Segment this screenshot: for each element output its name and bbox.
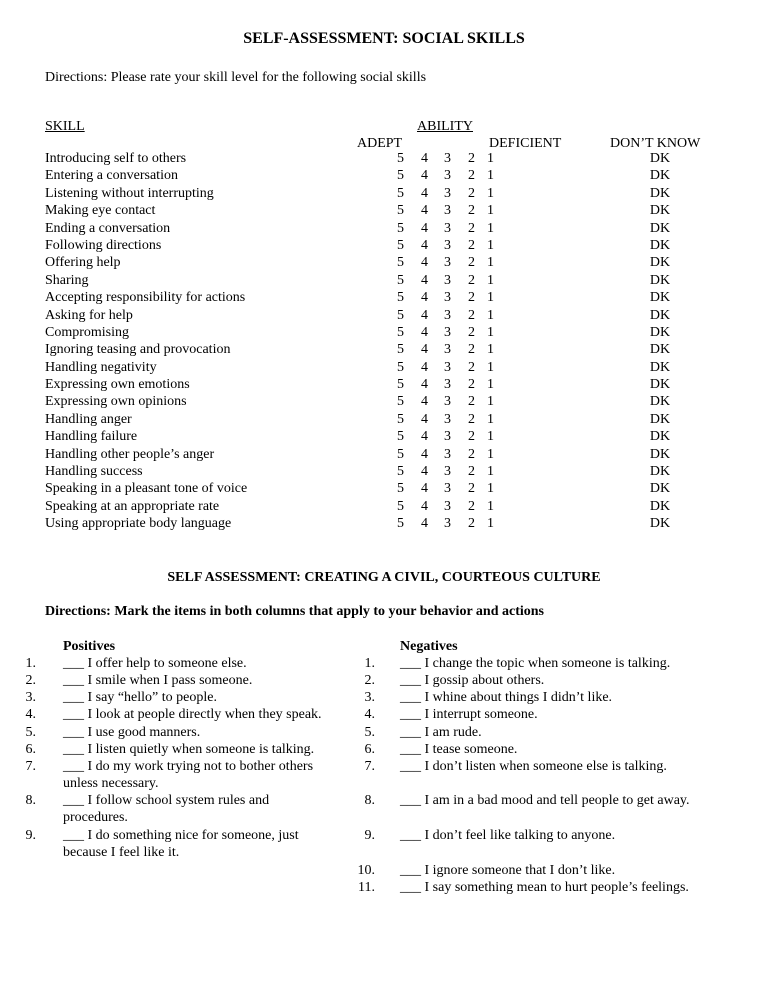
positive-item-text[interactable]: ___ I smile when I pass someone. <box>63 673 253 688</box>
skill-row-label: Following directions <box>45 237 162 253</box>
positive-item-text-continued: because I feel like it. <box>63 845 180 861</box>
rating-5-column <box>390 150 404 533</box>
positive-item-text[interactable]: ___ I offer help to someone else. <box>63 656 247 671</box>
rating-option-1[interactable]: 1 <box>487 237 494 253</box>
rating-option-dk[interactable]: DK <box>649 411 671 427</box>
skill-row-label: Speaking at an appropriate rate <box>45 498 220 514</box>
rating-option-4[interactable]: 4 <box>421 151 428 166</box>
rating-option-dk[interactable]: DK <box>649 394 671 410</box>
rating-option-5[interactable]: 5 <box>397 377 404 393</box>
rating-option-4[interactable]: 4 <box>421 464 428 480</box>
rating-option-3[interactable]: 3 <box>444 342 451 358</box>
rating-option-1[interactable]: 1 <box>487 359 494 375</box>
positive-item-number: 7. <box>25 759 36 774</box>
rating-option-4[interactable]: 4 <box>421 307 428 323</box>
rating-option-4[interactable]: 4 <box>421 324 428 340</box>
rating-option-dk[interactable]: DK <box>649 516 671 532</box>
rating-option-4[interactable]: 4 <box>421 377 428 393</box>
negative-item-text[interactable]: ___ I don’t feel like talking to anyone. <box>400 828 616 843</box>
skill-row-label: Speaking in a pleasant tone of voice <box>45 481 248 497</box>
rating-option-2[interactable]: 2 <box>468 394 475 410</box>
negative-item-number: 6. <box>364 742 375 757</box>
rating-option-4[interactable]: 4 <box>421 255 428 271</box>
rating-option-4[interactable]: 4 <box>421 237 428 253</box>
rating-option-dk[interactable]: DK <box>649 446 671 462</box>
negative-item-number: 5. <box>364 725 375 740</box>
rating-option-dk[interactable]: DK <box>649 272 671 288</box>
rating-option-2[interactable]: 2 <box>468 203 475 219</box>
rating-4-column <box>414 150 428 533</box>
skill-row-label: Ending a conversation <box>45 220 171 236</box>
rating-option-2[interactable]: 2 <box>468 446 475 462</box>
rating-option-1[interactable]: 1 <box>487 516 494 532</box>
rating-option-4[interactable]: 4 <box>421 411 428 427</box>
negative-item-number: 4. <box>364 707 375 722</box>
skill-row-label: Handling other people’s anger <box>45 446 215 462</box>
positives-header: Positives <box>63 639 116 654</box>
rating-option-5[interactable]: 5 <box>397 498 404 514</box>
rating-option-3[interactable]: 3 <box>444 516 451 532</box>
rating-option-4[interactable]: 4 <box>421 359 428 375</box>
rating-option-1[interactable]: 1 <box>487 464 494 480</box>
rating-option-4[interactable]: 4 <box>421 290 428 306</box>
rating-3-column <box>437 150 451 533</box>
rating-option-dk[interactable]: DK <box>649 377 671 393</box>
rating-option-5[interactable]: 5 <box>397 464 404 480</box>
rating-option-1[interactable]: 1 <box>487 342 494 358</box>
skill-row-label: Ignoring teasing and provocation <box>45 342 231 358</box>
rating-option-5[interactable]: 5 <box>397 272 404 288</box>
negatives-header: Negatives <box>400 639 458 654</box>
rating-option-5[interactable]: 5 <box>397 516 404 532</box>
directions-text: Directions: Please rate your skill level for the following social skills <box>45 70 427 85</box>
skill-row-label: Handling negativity <box>45 359 157 375</box>
rating-option-5[interactable]: 5 <box>397 203 404 219</box>
rating-option-3[interactable]: 3 <box>444 168 451 184</box>
rating-option-2[interactable]: 2 <box>468 307 475 323</box>
rating-option-1[interactable]: 1 <box>487 307 494 323</box>
positive-item-text[interactable]: ___ I use good manners. <box>63 725 201 740</box>
rating-option-2[interactable]: 2 <box>468 185 475 201</box>
rating-option-5[interactable]: 5 <box>397 255 404 271</box>
rating-option-5[interactable]: 5 <box>397 446 404 462</box>
rating-option-2[interactable]: 2 <box>468 481 475 497</box>
rating-option-dk[interactable]: DK <box>649 464 671 480</box>
page-title: SELF-ASSESSMENT: SOCIAL SKILLS <box>243 30 525 47</box>
rating-option-4[interactable]: 4 <box>421 446 428 462</box>
negative-item-text[interactable]: ___ I am rude. <box>400 725 482 740</box>
negative-item-text[interactable]: ___ I ignore someone that I don’t like. <box>400 863 616 878</box>
positive-item-number: 3. <box>25 690 36 705</box>
rating-option-1[interactable]: 1 <box>487 290 494 306</box>
skill-row-label: Introducing self to others <box>45 151 187 166</box>
rating-option-dk[interactable]: DK <box>649 324 671 340</box>
rating-option-3[interactable]: 3 <box>444 237 451 253</box>
rating-option-1[interactable]: 1 <box>487 185 494 201</box>
rating-option-5[interactable]: 5 <box>397 394 404 410</box>
rating-option-3[interactable]: 3 <box>444 429 451 445</box>
positive-item-text[interactable]: ___ I say “hello” to people. <box>63 690 217 705</box>
skill-row-label: Handling anger <box>45 411 132 427</box>
rating-option-dk[interactable]: DK <box>649 307 671 323</box>
positive-item-text[interactable]: ___ I do something nice for someone, just <box>63 828 299 843</box>
rating-option-3[interactable]: 3 <box>444 377 451 393</box>
rating-option-1[interactable]: 1 <box>487 255 494 271</box>
rating-option-1[interactable]: 1 <box>487 203 494 219</box>
rating-option-1[interactable]: 1 <box>487 411 494 427</box>
rating-option-3[interactable]: 3 <box>444 307 451 323</box>
rating-option-dk[interactable]: DK <box>649 185 671 201</box>
skill-row-label: Using appropriate body language <box>45 516 232 532</box>
negative-item-text[interactable]: ___ I don’t listen when someone else is talking. <box>400 759 667 774</box>
negative-item-number: 1. <box>364 656 375 671</box>
skill-row-label: Sharing <box>45 272 89 288</box>
skill-row-label: Compromising <box>45 324 130 340</box>
negative-item-text[interactable]: ___ I am in a bad mood and tell people to get away. <box>400 793 690 808</box>
rating-option-2[interactable]: 2 <box>468 220 475 236</box>
rating-option-dk[interactable]: DK <box>649 220 671 236</box>
positive-item-number: 4. <box>25 707 36 722</box>
rating-option-3[interactable]: 3 <box>444 151 451 166</box>
rating-1-column <box>487 150 501 533</box>
negative-item-number: 8. <box>364 793 375 808</box>
skill-row-label: Expressing own opinions <box>45 394 187 410</box>
skill-row-label: Handling failure <box>45 429 138 445</box>
rating-option-4[interactable]: 4 <box>421 272 428 288</box>
negative-item-text[interactable]: ___ I gossip about others. <box>400 673 545 688</box>
rating-option-5[interactable]: 5 <box>397 220 404 236</box>
rating-option-5[interactable]: 5 <box>397 359 404 375</box>
positive-item-text-continued: unless necessary. <box>63 776 159 792</box>
ability-header: ABILITY <box>417 119 473 134</box>
rating-option-3[interactable]: 3 <box>444 255 451 271</box>
rating-2-column <box>461 150 475 533</box>
rating-option-5[interactable]: 5 <box>397 168 404 184</box>
positive-item-text[interactable]: ___ I follow school system rules and <box>63 793 270 808</box>
rating-option-dk[interactable]: DK <box>649 203 671 219</box>
dont-know-column <box>625 150 695 533</box>
rating-option-4[interactable]: 4 <box>421 429 428 445</box>
rating-option-3[interactable]: 3 <box>444 411 451 427</box>
rating-option-3[interactable]: 3 <box>444 481 451 497</box>
rating-option-4[interactable]: 4 <box>421 394 428 410</box>
rating-option-5[interactable]: 5 <box>397 290 404 306</box>
rating-option-dk[interactable]: DK <box>649 168 671 184</box>
rating-option-1[interactable]: 1 <box>487 272 494 288</box>
rating-option-1[interactable]: 1 <box>487 168 494 184</box>
rating-option-2[interactable]: 2 <box>468 151 475 166</box>
skill-row-label: Accepting responsibility for actions <box>45 290 246 306</box>
rating-option-5[interactable]: 5 <box>397 429 404 445</box>
negative-item-text[interactable]: ___ I interrupt someone. <box>400 707 538 722</box>
rating-option-3[interactable]: 3 <box>444 203 451 219</box>
rating-option-dk[interactable]: DK <box>649 481 671 497</box>
rating-option-1[interactable]: 1 <box>487 498 494 514</box>
rating-option-2[interactable]: 2 <box>468 359 475 375</box>
negative-item-number: 10. <box>357 863 375 878</box>
rating-option-2[interactable]: 2 <box>468 272 475 288</box>
rating-option-1[interactable]: 1 <box>487 377 494 393</box>
skill-row-label: Making eye contact <box>45 203 156 219</box>
rating-option-3[interactable]: 3 <box>444 394 451 410</box>
rating-option-4[interactable]: 4 <box>421 342 428 358</box>
rating-option-4[interactable]: 4 <box>421 516 428 532</box>
rating-option-2[interactable]: 2 <box>468 255 475 271</box>
rating-option-dk[interactable]: DK <box>649 151 671 166</box>
rating-option-3[interactable]: 3 <box>444 446 451 462</box>
rating-option-2[interactable]: 2 <box>468 377 475 393</box>
rating-option-2[interactable]: 2 <box>468 342 475 358</box>
rating-option-3[interactable]: 3 <box>444 290 451 306</box>
rating-option-1[interactable]: 1 <box>487 220 494 236</box>
rating-option-3[interactable]: 3 <box>444 464 451 480</box>
rating-option-1[interactable]: 1 <box>487 446 494 462</box>
rating-option-3[interactable]: 3 <box>444 324 451 340</box>
negative-item-text[interactable]: ___ I change the topic when someone is talking. <box>400 656 671 671</box>
rating-option-1[interactable]: 1 <box>487 151 494 166</box>
rating-option-5[interactable]: 5 <box>397 185 404 201</box>
skill-row-label: Asking for help <box>45 307 133 323</box>
positive-item-number: 6. <box>25 742 36 757</box>
skill-header: SKILL <box>45 119 85 134</box>
positive-item-number: 9. <box>25 828 36 843</box>
rating-option-3[interactable]: 3 <box>444 498 451 514</box>
section2-title: SELF ASSESSMENT: CREATING A CIVIL, COURTEOUS CULTURE <box>167 570 601 585</box>
rating-option-5[interactable]: 5 <box>397 151 404 166</box>
positive-item-number: 5. <box>25 725 36 740</box>
negative-item-text[interactable]: ___ I whine about things I didn’t like. <box>400 690 613 705</box>
rating-option-4[interactable]: 4 <box>421 185 428 201</box>
rating-option-5[interactable]: 5 <box>397 411 404 427</box>
rating-option-dk[interactable]: DK <box>649 237 671 253</box>
rating-option-1[interactable]: 1 <box>487 481 494 497</box>
rating-option-4[interactable]: 4 <box>421 203 428 219</box>
positive-item-text-continued: procedures. <box>63 810 128 826</box>
negative-item-number: 7. <box>364 759 375 774</box>
rating-option-dk[interactable]: DK <box>649 290 671 306</box>
rating-option-5[interactable]: 5 <box>397 324 404 340</box>
rating-option-3[interactable]: 3 <box>444 185 451 201</box>
rating-option-5[interactable]: 5 <box>397 481 404 497</box>
skill-row-label: Offering help <box>45 255 121 271</box>
positive-item-number: 2. <box>25 673 36 688</box>
rating-option-2[interactable]: 2 <box>468 290 475 306</box>
positive-item-text[interactable]: ___ I do my work trying not to bother others <box>63 759 314 774</box>
rating-option-dk[interactable]: DK <box>649 498 671 514</box>
rating-option-1[interactable]: 1 <box>487 429 494 445</box>
rating-option-2[interactable]: 2 <box>468 464 475 480</box>
rating-option-dk[interactable]: DK <box>649 255 671 271</box>
rating-option-3[interactable]: 3 <box>444 220 451 236</box>
skills-list <box>45 150 247 533</box>
rating-option-3[interactable]: 3 <box>444 359 451 375</box>
rating-option-2[interactable]: 2 <box>468 498 475 514</box>
rating-option-5[interactable]: 5 <box>397 342 404 358</box>
negative-item-text[interactable]: ___ I say something mean to hurt people’s feelings. <box>400 880 689 895</box>
negative-item-number: 3. <box>364 690 375 705</box>
rating-option-4[interactable]: 4 <box>421 168 428 184</box>
rating-option-dk[interactable]: DK <box>649 429 671 445</box>
rating-option-4[interactable]: 4 <box>421 220 428 236</box>
rating-option-1[interactable]: 1 <box>487 394 494 410</box>
negative-item-number: 11. <box>358 880 375 895</box>
rating-option-3[interactable]: 3 <box>444 272 451 288</box>
rating-option-5[interactable]: 5 <box>397 237 404 253</box>
negative-item-number: 9. <box>364 828 375 843</box>
positive-item-text[interactable]: ___ I listen quietly when someone is talking. <box>63 742 315 757</box>
adept-header: ADEPT <box>357 136 403 151</box>
positive-item-number: 8. <box>25 793 36 808</box>
rating-option-4[interactable]: 4 <box>421 481 428 497</box>
rating-option-dk[interactable]: DK <box>649 342 671 358</box>
positive-item-text[interactable]: ___ I look at people directly when they speak. <box>63 707 322 722</box>
skill-row-label: Handling success <box>45 464 143 480</box>
rating-option-2[interactable]: 2 <box>468 237 475 253</box>
negative-item-text[interactable]: ___ I tease someone. <box>400 742 518 757</box>
negative-item-number: 2. <box>364 673 375 688</box>
rating-option-1[interactable]: 1 <box>487 324 494 340</box>
rating-option-2[interactable]: 2 <box>468 324 475 340</box>
rating-option-2[interactable]: 2 <box>468 429 475 445</box>
deficient-header: DEFICIENT <box>489 136 562 151</box>
rating-option-dk[interactable]: DK <box>649 359 671 375</box>
positive-item-number: 1. <box>25 656 36 671</box>
rating-option-2[interactable]: 2 <box>468 411 475 427</box>
dont-know-header: DON’T KNOW <box>610 136 701 151</box>
skill-row-label: Listening without interrupting <box>45 185 214 201</box>
rating-option-2[interactable]: 2 <box>468 516 475 532</box>
rating-option-4[interactable]: 4 <box>421 498 428 514</box>
skill-row-label: Entering a conversation <box>45 168 178 184</box>
rating-option-5[interactable]: 5 <box>397 307 404 323</box>
skill-row-label: Expressing own emotions <box>45 377 190 393</box>
rating-option-2[interactable]: 2 <box>468 168 475 184</box>
section2-directions: Directions: Mark the items in both columns that apply to your behavior and actions <box>45 604 544 619</box>
